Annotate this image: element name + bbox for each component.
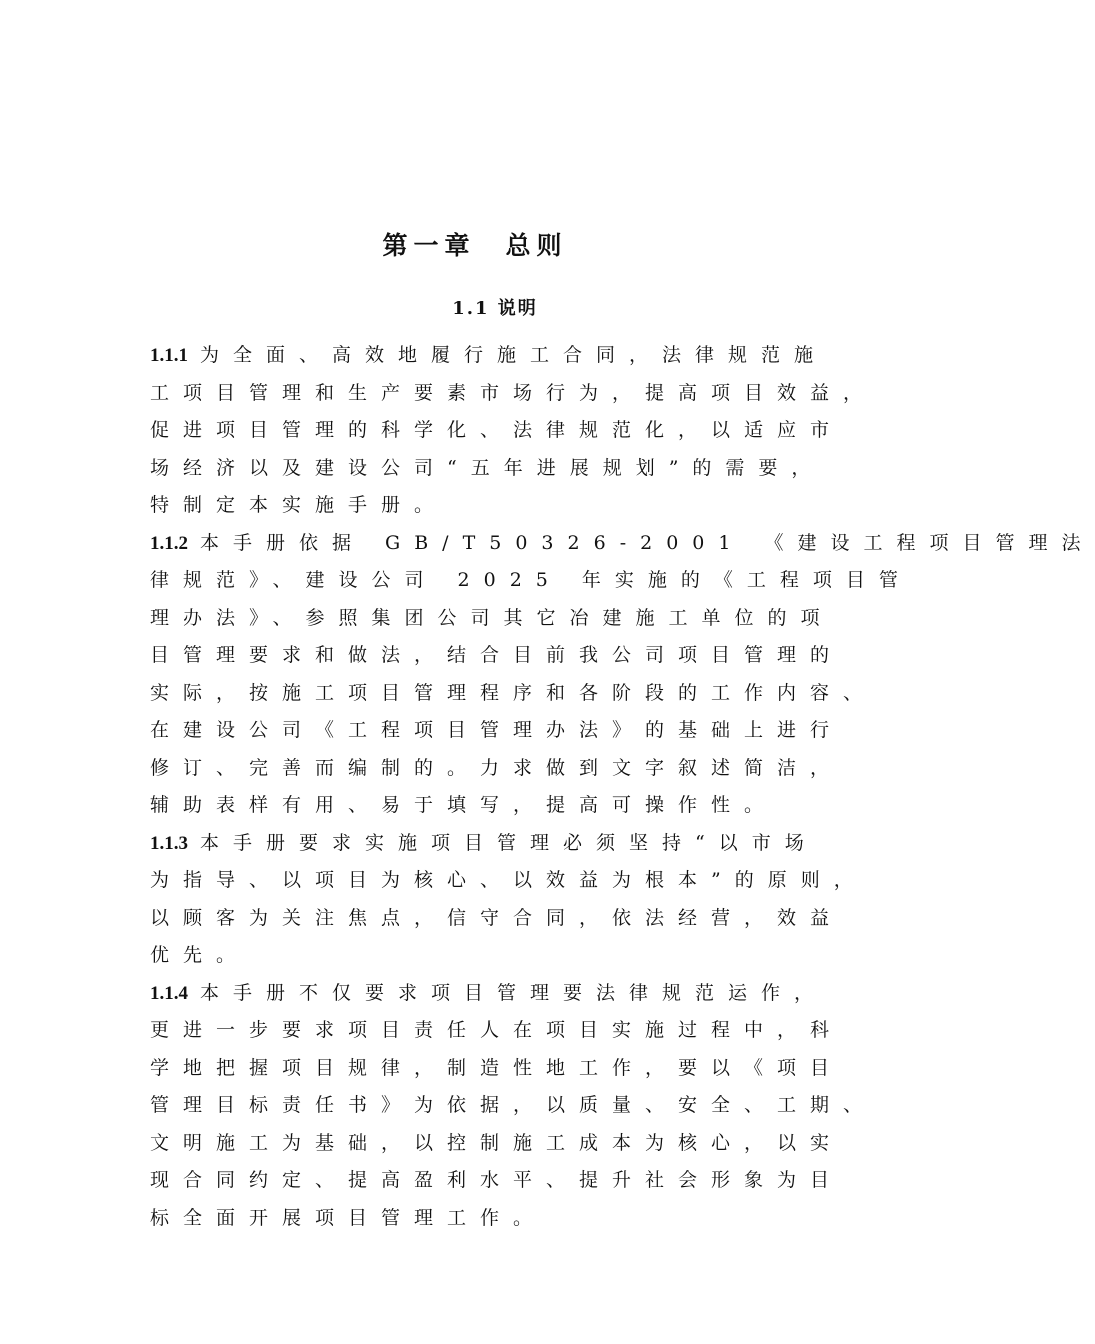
paragraph-line: [150, 1125, 880, 1163]
paragraph-text: 本手册不仅要求项目管理要法律规范运作，: [200, 981, 828, 1004]
paragraph-line: [150, 600, 880, 638]
section-heading: [0, 294, 990, 320]
chapter-heading: [0, 226, 950, 262]
paragraph-text: 以顾客为关注焦点，信守合同，依法经营，效益: [150, 906, 844, 929]
paragraph-line: [150, 525, 1095, 563]
paragraph-line: [150, 562, 912, 600]
paragraph-line: [150, 1012, 880, 1050]
clause-number: 1.1.4: [150, 982, 188, 1004]
paragraph-text: 在建设公司《工程项目管理办法》的基础上进行: [150, 719, 844, 741]
paragraph-text: 管理目标责任书》为依据，以质量、安全、工期、: [150, 1094, 877, 1116]
paragraph-line: [150, 825, 880, 863]
paragraph-text: 实际，按施工项目管理程序和各阶段的工作内容、: [150, 681, 877, 704]
paragraph-text: 场经济以及建设公司“五年进展规划”的需要，: [150, 456, 825, 479]
clause-number: 1.1.1: [150, 345, 188, 366]
paragraph-text: 文明施工为基础，以控制施工成本为核心，以实: [150, 1131, 844, 1154]
paragraph-text: 现合同约定、提高盈利水平、提升社会形象为目: [150, 1169, 844, 1191]
paragraph-line: [150, 450, 880, 488]
paragraph-line: [150, 750, 880, 788]
chapter-number: 第一章: [382, 231, 476, 260]
paragraph-text: 本手册要求实施项目管理必须坚持“以市场: [200, 831, 818, 854]
paragraph-line: [150, 487, 880, 525]
paragraph-text: 律规范》、建设公司 2025 年实施的《工程项目管: [150, 569, 912, 591]
paragraph-line: [150, 375, 880, 413]
paragraph-line: [150, 1200, 880, 1238]
paragraph-line: [150, 900, 880, 938]
clause-number: 1.1.2: [150, 532, 188, 554]
document-body: [150, 337, 1095, 1237]
paragraph-text: 标全面开展项目管理工作。: [150, 1206, 547, 1229]
paragraph-text: 学地把握项目规律，制造性地工作，要以《项目: [150, 1056, 844, 1079]
paragraph-text: 为指导、以项目为核心、以效益为根本”的原则，: [150, 869, 867, 891]
paragraph-text: 目管理要求和做法，结合目前我公司项目管理的: [150, 644, 844, 666]
paragraph-line: [150, 412, 880, 450]
paragraph-line: [150, 975, 880, 1013]
clause-number: 1.1.3: [150, 832, 188, 854]
paragraph-text: 辅助表样有用、易于填写，提高可操作性。: [150, 794, 778, 816]
paragraph-text: 更进一步要求项目责任人在项目实施过程中，科: [150, 1019, 844, 1041]
paragraph-line: [150, 937, 880, 975]
paragraph-text: 修订、完善而编制的。力求做到文字叙述简洁，: [150, 756, 844, 779]
chapter-title: 总则: [505, 231, 568, 260]
paragraph-text: 促进项目管理的科学化、法律规范化，以适应市: [150, 419, 844, 441]
paragraph-text: 为全面、高效地履行施工合同，法律规范施: [200, 344, 828, 366]
paragraph-text: 工项目管理和生产要素市场行为，提高项目效益，: [150, 381, 877, 404]
section-number: 1.1: [452, 298, 490, 319]
paragraph-line: [150, 337, 880, 375]
paragraph-line: [150, 637, 880, 675]
paragraph-text: 特制定本实施手册。: [150, 494, 448, 516]
paragraph-text: 本手册依据 GB/T50326-2001 《建设工程项目管理法: [200, 531, 1095, 554]
paragraph-line: [150, 862, 880, 900]
paragraph-line: [150, 712, 880, 750]
paragraph-text: 理办法》、参照集团公司其它冶建施工单位的项: [150, 606, 834, 629]
paragraph-text: 优先。: [150, 944, 250, 966]
paragraph-line: [150, 675, 880, 713]
paragraph-line: [150, 1050, 880, 1088]
paragraph-line: [150, 1162, 880, 1200]
section-title-part: 说明: [497, 298, 538, 319]
paragraph-line: [150, 787, 880, 825]
paragraph-line: [150, 1087, 880, 1125]
